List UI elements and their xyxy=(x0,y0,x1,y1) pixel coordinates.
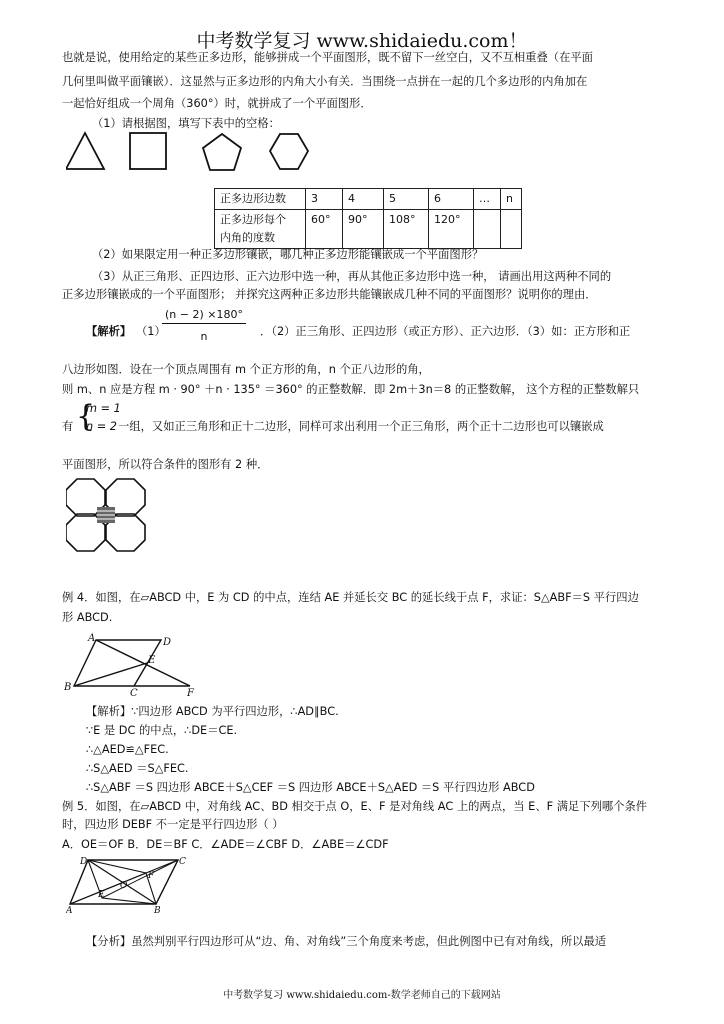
question-3-cont: 正多边形镶嵌成的一个平面图形； 并探究这两种正多边形共能镶嵌成几种不同的平面图形？说明你的理由． xyxy=(62,288,597,301)
square-shape xyxy=(130,133,166,169)
table-cell-line: 正多边形每个 xyxy=(220,213,286,226)
intro-line: 一起恰好组成一个周角（360°）时，就拼成了一个平面图形． xyxy=(62,97,372,110)
page-footer: 中考数学复习 www.shidaiedu.com-数学老师自己的下载网站 xyxy=(223,990,501,1001)
parallelogram-figure-5 xyxy=(66,854,186,914)
example-4-solution: ∴S△AED ＝S△FEC. xyxy=(86,762,189,775)
solution-line: 则 m、n 应是方程 m · 90° ＋n · 135° ＝360° 的正整数解．即 2m＋3n＝8 的正整数解， 这个方程的正整数解只 xyxy=(62,383,640,396)
point-label: D xyxy=(163,637,172,648)
intro-line: 也就是说，使用给定的某些正多边形，能够拼成一个平面图形，既不留下一丝空白，又不互相重叠（在平面 xyxy=(62,51,593,64)
table-cell: 3 xyxy=(306,189,343,210)
point-label: E xyxy=(148,655,156,666)
page-header: 中考数学复习 www.shidaiedu.com！ xyxy=(196,30,528,52)
angle-table xyxy=(214,188,522,249)
polygon-figures xyxy=(66,130,326,176)
example-4-cont: 形 ABCD. xyxy=(62,611,113,624)
table-cell-line: 内角的度数 xyxy=(220,231,275,244)
example-4: 例 4．如图，在▱ABCD 中，E 为 CD 的中点，连结 AE 并延长交 BC 的延长线于点 F，求证：S△ABF＝S 平行四边 xyxy=(62,591,639,604)
equation: n = 2 xyxy=(86,420,117,433)
table-cell: 正多边形边数 xyxy=(215,189,306,210)
table-cell xyxy=(474,210,501,249)
table-cell xyxy=(215,210,306,249)
question-2: （2）如果限定用一种正多边形镶嵌，哪几种正多边形能镶嵌成一个平面图形？ xyxy=(92,248,484,261)
solution-part1: （1） xyxy=(136,325,166,338)
point-label: F xyxy=(148,871,155,881)
example-5-cont: 时，四边形 DEBF 不一定是平行四边形（ ） xyxy=(62,818,284,831)
solution-line: 八边形如图．设在一个顶点周围有 m 个正方形的角，n 个正八边形的角， xyxy=(62,363,430,376)
intro-line: 几何里叫做平面镶嵌）．这显然与正多边形的内角大小有关．当围绕一点拼在一起的几个多边形的内角加在 xyxy=(62,75,588,88)
point-label: B xyxy=(154,906,161,914)
equation: m = 1 xyxy=(86,402,121,415)
table-cell: 108° xyxy=(384,210,429,249)
solution-line: 平面图形，所以符合条件的图形有 2 种． xyxy=(62,458,269,471)
brace-symbol: { xyxy=(76,399,96,434)
table-cell xyxy=(501,210,522,249)
fraction-denominator: n xyxy=(200,330,208,343)
point-label: A xyxy=(66,906,73,914)
fraction-numerator: (n − 2) ×180° xyxy=(162,308,246,324)
table-row xyxy=(215,210,522,249)
hexagon-shape xyxy=(270,134,308,169)
point-label: D xyxy=(80,857,88,867)
example-5-options: A．OE＝OF B．DE＝BF C．∠ADE＝∠CBF D．∠ABE＝∠CDF xyxy=(62,838,389,851)
point-label: E xyxy=(98,890,105,900)
fraction xyxy=(162,308,246,343)
question-3: （3）从正三角形、正四边形、正六边形中选一种，再从其他正多边形中选一种， 请画出用这两种不同的 xyxy=(92,270,612,283)
table-cell: 4 xyxy=(343,189,384,210)
example-4-solution: ∵E 是 DC 的中点，∴DE＝CE. xyxy=(86,724,238,737)
example-4-solution: 【解析】∵四边形 ABCD 为平行四边形，∴AD∥BC. xyxy=(86,705,339,718)
question-1: （1）请根据图，填写下表中的空格： xyxy=(92,117,280,130)
table-cell: n xyxy=(501,189,522,210)
example-5-analysis: 【分析】虽然判别平行四边形可从“边、角、对角线”三个角度来考虑，但此例图中已有对角线，所以最适 xyxy=(86,935,607,948)
example-5: 例 5．如图，在▱ABCD 中，对角线 AC、BD 相交于点 O，E、F 是对角线 AC 上的两点，当 E、F 满足下列哪个条件 xyxy=(62,800,648,813)
point-label: C xyxy=(179,857,186,867)
table-cell: 5 xyxy=(384,189,429,210)
example-4-solution: ∴S△ABF ＝S 四边形 ABCE＋S△CEF ＝S 四边形 ABCE＋S△AED ＝S 平行四边形 ABCD xyxy=(86,781,535,794)
parallelogram-figure-4 xyxy=(60,630,210,696)
table-cell: 90° xyxy=(343,210,384,249)
solution-line: 一组，又如正三角形和正十二边形，同样可求出利用一个正三角形，两个正十二边形也可以镶嵌成 xyxy=(118,420,604,433)
point-label: A xyxy=(88,633,96,644)
point-label: O xyxy=(120,881,128,891)
table-cell: 6 xyxy=(429,189,474,210)
triangle-shape xyxy=(66,133,104,169)
solution-label: 【解析】 xyxy=(86,325,132,338)
point-label: F xyxy=(187,688,194,696)
pentagon-shape xyxy=(203,134,241,170)
table-cell: 60° xyxy=(306,210,343,249)
point-label: B xyxy=(64,682,72,693)
table-row xyxy=(215,189,522,210)
solution-line: ．（2）正三角形、正四边形（或正方形）、正六边形．（3）如：正方形和正 xyxy=(260,325,631,338)
equation-system xyxy=(86,400,121,436)
example-4-solution: ∴△AED≌△FEC. xyxy=(86,743,169,756)
solution-has: 有 xyxy=(62,420,74,433)
table-cell: … xyxy=(474,189,501,210)
octagon-square-figure xyxy=(66,478,146,552)
point-label: C xyxy=(130,688,138,696)
table-cell: 120° xyxy=(429,210,474,249)
